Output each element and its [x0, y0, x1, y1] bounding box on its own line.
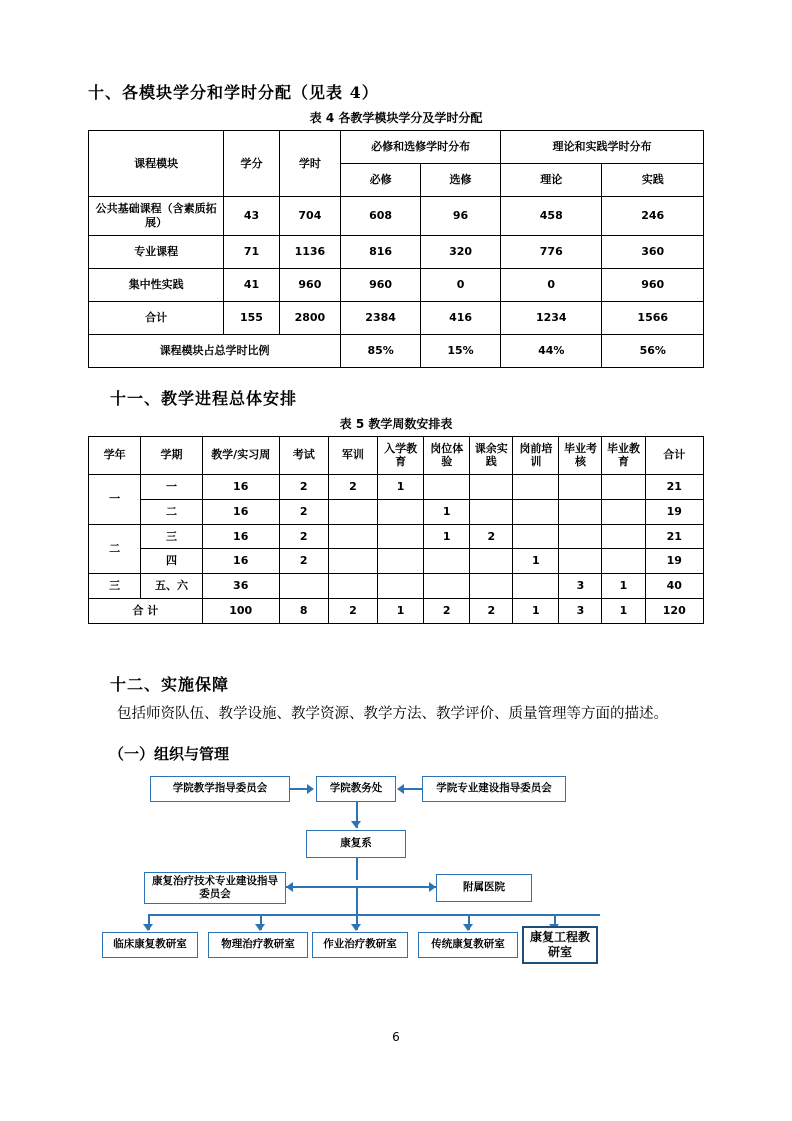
table-row: [89, 197, 704, 236]
th-theory: 理论: [501, 164, 602, 197]
th-military: 军训: [328, 436, 377, 475]
cell-year: 二: [89, 524, 141, 574]
cell-spare: [470, 499, 513, 524]
org-chart: [88, 772, 704, 972]
table-row: [89, 235, 704, 268]
cell-total-label: 合 计: [89, 598, 203, 623]
cell-pretrain: [513, 574, 559, 599]
th-total: 合计: [645, 436, 703, 475]
section-10-heading: 十、各模块学分和学时分配（见表 4）: [88, 83, 379, 102]
cell-gradcheck: 3: [559, 574, 602, 599]
cell-exam: 2: [279, 549, 328, 574]
cell-gradedu: [602, 475, 645, 500]
cell-teaching: 16: [202, 549, 279, 574]
th-exam: 考试: [279, 436, 328, 475]
org-line-1: [290, 788, 308, 790]
cell-entry: [378, 524, 424, 549]
table-module-credits: [88, 130, 704, 368]
cell-gradcheck: [559, 549, 602, 574]
th-required: 必修: [341, 164, 421, 197]
page-content: [88, 80, 704, 972]
cell-module-name: 专业课程: [89, 235, 224, 268]
cell-military: 2: [328, 475, 377, 500]
cell-ratio-label: 课程模块占总学时比例: [89, 334, 341, 367]
cell-pretrain: 1: [513, 598, 559, 623]
org-arrow-7: [255, 924, 265, 931]
cell-spare: [470, 574, 513, 599]
cell-theory: 0: [501, 268, 602, 301]
cell-entry: [378, 549, 424, 574]
org-arrow-9: [463, 924, 473, 931]
org-line-7: [356, 886, 358, 914]
cell-credits: 71: [224, 235, 279, 268]
cell-hours: 704: [279, 197, 341, 236]
cell-required: 608: [341, 197, 421, 236]
cell-required: 816: [341, 235, 421, 268]
cell-gradcheck: [559, 499, 602, 524]
cell-required: 2384: [341, 301, 421, 334]
th-theory-practice-group: 理论和实践学时分布: [501, 131, 704, 164]
cell-hours: 1136: [279, 235, 341, 268]
cell-entry: [378, 499, 424, 524]
org-node-rehab-major-committee: 康复治疗技术专业建设指导委员会: [144, 872, 286, 904]
cell-gradedu: 1: [602, 598, 645, 623]
cell-teaching: 16: [202, 499, 279, 524]
table-row: [89, 524, 704, 549]
table4-caption: 表 4 各教学模块学分及学时分配: [309, 111, 483, 125]
cell-military: [328, 574, 377, 599]
section-12-heading: 十二、实施保障: [110, 674, 230, 694]
th-spare-practice: 课余实践: [470, 436, 513, 475]
cell-pretrain: [513, 499, 559, 524]
org-arrow-2: [397, 784, 404, 794]
table-row: [89, 131, 704, 164]
org-node-affiliated-hospital: 附属医院: [436, 874, 532, 902]
th-entry-education: 入学教育: [378, 436, 424, 475]
table-row: [89, 475, 704, 500]
cell-practice: 960: [602, 268, 704, 301]
org-line-8: [148, 914, 600, 916]
th-module: 课程模块: [89, 131, 224, 197]
cell-total: 19: [645, 549, 703, 574]
org-node-major-construction-committee: 学院专业建设指导委员会: [422, 776, 566, 802]
table5-caption: 表 5 教学周数安排表: [339, 416, 453, 431]
cell-pretrain: 1: [513, 549, 559, 574]
th-elective: 选修: [421, 164, 501, 197]
th-term: 学期: [141, 436, 203, 475]
org-node-clinical-rehab-office: 临床康复教研室: [102, 932, 198, 958]
cell-teaching: 36: [202, 574, 279, 599]
org-arrow-5: [429, 882, 436, 892]
cell-gradedu: [602, 499, 645, 524]
cell-post: 2: [424, 598, 470, 623]
cell-entry: [378, 574, 424, 599]
cell-ratio-theory: 44%: [501, 334, 602, 367]
cell-module-name: 合计: [89, 301, 224, 334]
cell-post: [424, 475, 470, 500]
table-row: [89, 334, 704, 367]
cell-total: 40: [645, 574, 703, 599]
cell-module-name: 公共基础课程（含素质拓展）: [89, 197, 224, 236]
cell-total: 21: [645, 524, 703, 549]
cell-hours: 960: [279, 268, 341, 301]
cell-theory: 776: [501, 235, 602, 268]
cell-ratio-practice: 56%: [602, 334, 704, 367]
cell-gradedu: [602, 524, 645, 549]
section-12-paragraph: 包括师资队伍、教学设施、教学资源、教学方法、教学评价、质量管理等方面的描述。: [117, 705, 668, 722]
cell-term: 二: [141, 499, 203, 524]
table-row: [89, 598, 704, 623]
cell-theory: 458: [501, 197, 602, 236]
cell-term: 五、六: [141, 574, 203, 599]
cell-practice: 246: [602, 197, 704, 236]
cell-total: 19: [645, 499, 703, 524]
cell-gradedu: [602, 549, 645, 574]
cell-term: 一: [141, 475, 203, 500]
cell-pretrain: [513, 475, 559, 500]
cell-credits: 43: [224, 197, 279, 236]
org-line-2: [404, 788, 422, 790]
cell-required: 960: [341, 268, 421, 301]
cell-year: 三: [89, 574, 141, 599]
table-teaching-weeks: [88, 436, 704, 624]
th-practice: 实践: [602, 164, 704, 197]
cell-military: [328, 549, 377, 574]
cell-module-name: 集中性实践: [89, 268, 224, 301]
table-row: [89, 499, 704, 524]
cell-entry: 1: [378, 598, 424, 623]
org-arrow-8: [351, 924, 361, 931]
page-number: 6: [392, 1030, 400, 1044]
cell-practice: 360: [602, 235, 704, 268]
cell-total: 21: [645, 475, 703, 500]
cell-elective: 416: [421, 301, 501, 334]
table-header-row: [89, 436, 704, 475]
cell-military: [328, 499, 377, 524]
cell-exam: [279, 574, 328, 599]
cell-teaching: 16: [202, 475, 279, 500]
org-line-5: [286, 886, 358, 888]
cell-exam: 2: [279, 475, 328, 500]
org-node-traditional-rehab-office: 传统康复教研室: [418, 932, 518, 958]
cell-teaching: 16: [202, 524, 279, 549]
cell-term: 三: [141, 524, 203, 549]
cell-term: 四: [141, 549, 203, 574]
cell-spare: 2: [470, 524, 513, 549]
cell-gradcheck: [559, 475, 602, 500]
cell-exam: 2: [279, 524, 328, 549]
org-node-occupational-therapy-office: 作业治疗教研室: [312, 932, 408, 958]
org-arrow-4: [286, 882, 293, 892]
cell-post: [424, 549, 470, 574]
section-11-heading: 十一、教学进程总体安排: [110, 388, 298, 408]
cell-elective: 0: [421, 268, 501, 301]
cell-exam: 2: [279, 499, 328, 524]
cell-total: 120: [645, 598, 703, 623]
th-graduation-assessment: 毕业考核: [559, 436, 602, 475]
cell-gradcheck: 3: [559, 598, 602, 623]
cell-practice: 1566: [602, 301, 704, 334]
cell-post: 1: [424, 499, 470, 524]
table-row: [89, 301, 704, 334]
cell-credits: 155: [224, 301, 279, 334]
org-node-rehab-department: 康复系: [306, 830, 406, 858]
cell-post: [424, 574, 470, 599]
cell-credits: 41: [224, 268, 279, 301]
org-node-academic-affairs: 学院教务处: [316, 776, 396, 802]
cell-military: [328, 524, 377, 549]
cell-hours: 2800: [279, 301, 341, 334]
cell-elective: 96: [421, 197, 501, 236]
th-teaching-weeks: 教学/实习周: [202, 436, 279, 475]
org-arrow-1: [307, 784, 314, 794]
th-hours: 学时: [279, 131, 341, 197]
cell-ratio-required: 85%: [341, 334, 421, 367]
cell-teaching: 100: [202, 598, 279, 623]
table-row: [89, 549, 704, 574]
cell-gradcheck: [559, 524, 602, 549]
table-row: [89, 268, 704, 301]
cell-entry: 1: [378, 475, 424, 500]
org-arrow-3: [351, 821, 361, 828]
org-node-physical-therapy-office: 物理治疗教研室: [208, 932, 308, 958]
org-line-6: [356, 886, 436, 888]
th-graduation-education: 毕业教育: [602, 436, 645, 475]
cell-post: 1: [424, 524, 470, 549]
th-req-elec-group: 必修和选修学时分布: [341, 131, 501, 164]
th-pre-job-training: 岗前培训: [513, 436, 559, 475]
cell-spare: 2: [470, 598, 513, 623]
table-row: [89, 574, 704, 599]
cell-military: 2: [328, 598, 377, 623]
subsection-organization-heading: （一）组织与管理: [109, 745, 230, 764]
cell-theory: 1234: [501, 301, 602, 334]
th-year: 学年: [89, 436, 141, 475]
cell-gradedu: 1: [602, 574, 645, 599]
cell-ratio-elective: 15%: [421, 334, 501, 367]
org-node-rehab-engineering-office: 康复工程教研室: [522, 926, 598, 964]
cell-exam: 8: [279, 598, 328, 623]
cell-pretrain: [513, 524, 559, 549]
th-credits: 学分: [224, 131, 279, 197]
cell-spare: [470, 549, 513, 574]
cell-spare: [470, 475, 513, 500]
th-post-experience: 岗位体验: [424, 436, 470, 475]
cell-elective: 320: [421, 235, 501, 268]
org-line-4: [356, 858, 358, 880]
org-arrow-6: [143, 924, 153, 931]
cell-year: 一: [89, 475, 141, 525]
org-node-college-teaching-committee: 学院教学指导委员会: [150, 776, 290, 802]
